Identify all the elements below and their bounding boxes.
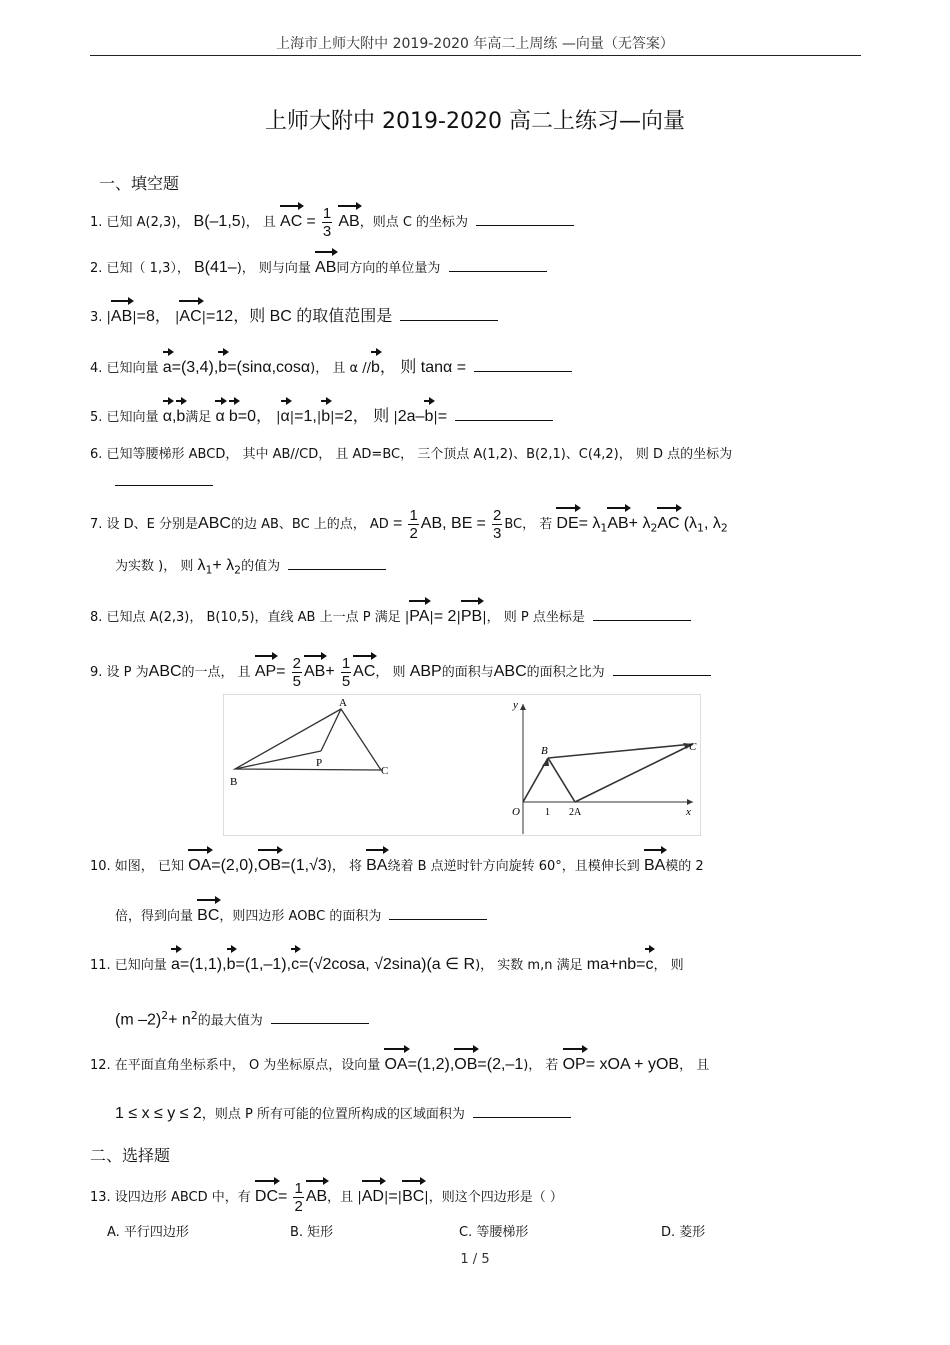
question-4: 4. 已知向量 a=(3,4),b=(sinα,cosα)， 且 α //b， 则 tanα =: [90, 358, 572, 379]
label-p: P: [316, 757, 323, 769]
answer-blank[interactable]: [271, 1011, 369, 1024]
header-divider: [90, 55, 861, 56]
option-a[interactable]: A. 平行四边形: [107, 1225, 189, 1240]
question-6-blank: [115, 473, 213, 493]
question-12-cont: 1 ≤ x ≤ y ≤ 2，则点 P 所有可能的位置所构成的区域面积为: [115, 1104, 571, 1125]
answer-blank[interactable]: [455, 408, 553, 421]
page-number: 1 / 5: [460, 1252, 490, 1267]
document-title: 上师大附中 2019-2020 高二上练习—向量: [265, 109, 685, 134]
answer-blank[interactable]: [474, 359, 572, 372]
question-figures: [223, 694, 701, 836]
answer-blank[interactable]: [476, 213, 574, 226]
option-d[interactable]: D. 菱形: [661, 1225, 706, 1240]
option-c[interactable]: C. 等腰梯形: [459, 1225, 529, 1240]
label-b: B: [230, 776, 238, 788]
label-y: y: [513, 699, 518, 711]
question-2: 2. 已知（ 1,3）， B(41–)， 则与向量 AB同方向的单位量为: [90, 258, 547, 279]
answer-blank[interactable]: [400, 308, 498, 321]
question-7-cont: 为实数 )， 则 $\lambda_1+ \lambda_2$的值为: [115, 556, 386, 581]
label-o: O: [512, 806, 520, 818]
answer-blank[interactable]: [449, 259, 547, 272]
option-b[interactable]: B. 矩形: [290, 1225, 334, 1240]
answer-blank[interactable]: [389, 907, 487, 920]
figure-triangle: [230, 697, 388, 788]
label-b2: B: [541, 745, 548, 757]
section-fill-in: 一、填空题: [99, 174, 180, 193]
question-9: 9. 设 P 为ABC的一点， 且 AP= $\frac{2}{5}$ AB+ $\frac{1}{5}$ AC， 则 ABP的面积与ABC的面积之比为: [90, 655, 711, 690]
question-13: 13. 设四边形 ABCD 中，有 DC= $\frac{1}{2}$ AB，且 |AD|=|BC|，则这个四边形是（ ）: [90, 1180, 563, 1215]
question-7: 7. 设 D、E 分别是ABC的边 AB、BC 上的点， AD = $\frac{1}{2}$ AB, BE = $\frac{2}{3}$ BC， 若 $DE= \lambda_1AB+ \lambda_2AC$ ($\lambda_1$, $\lambda_2$: [90, 507, 728, 542]
segment-bc: [548, 744, 693, 758]
question-11-cont: (m $-2)^2+ n^2$的最大值为: [115, 1006, 369, 1031]
figure-coordinate: [512, 699, 697, 834]
tick-2a: 2A: [569, 807, 582, 818]
question-10: 10. 如图， 已知 OA=(2,0),OB=(1,√3)， 将 BA绕着 B 点逆时针方向旋转 60°，且模伸长到 BA模的 2: [90, 857, 704, 874]
question-1: 1. 已知 A(2,3)， B(–1,5)， 且 AC = $\frac{1}{3}$ AB，则点 C 的坐标为: [90, 205, 574, 240]
question-3: 3. |AB|=8， |AC|=12，则 BC 的取值范围是: [90, 307, 498, 328]
question-12: 12. 在平面直角坐标系中， O 为坐标原点，设向量 OA=(1,2),OB=(2,–1)， 若 OP= xOA + yOB， 且: [90, 1056, 710, 1073]
figure-frame: [223, 694, 701, 836]
segment-bp: [235, 751, 321, 769]
question-10-cont: 倍，得到向量 BC，则四边形 AOBC 的面积为: [115, 906, 487, 927]
answer-blank[interactable]: [613, 663, 711, 676]
question-5: 5. 已知向量 α,b满足 α b=0， |α|=1,|b|=2， 则 |2a–b|=: [90, 407, 553, 428]
x-axis-arrow: [687, 799, 693, 805]
answer-blank[interactable]: [593, 608, 691, 621]
triangle-abc: [235, 709, 381, 770]
tick-1: 1: [545, 807, 550, 818]
segment-ba: [548, 758, 575, 802]
page-header: 上海市上师大附中 2019-2020 年高二上周练 —向量（无答案）: [276, 36, 674, 52]
answer-blank[interactable]: [473, 1105, 571, 1118]
question-8: 8. 已知点 A(2,3)， B(10,5)，直线 AB 上一点 P 满足 |PA|= 2|PB|， 则 P 点坐标是: [90, 607, 691, 628]
arrow-b: [542, 758, 549, 766]
label-c: C: [381, 765, 389, 777]
label-a: A: [339, 697, 347, 709]
section-choice: 二、选择题: [90, 1146, 171, 1165]
segment-ac: [575, 744, 693, 802]
answer-blank[interactable]: [288, 557, 386, 570]
label-x: x: [686, 806, 691, 818]
question-11: 11. 已知向量 a=(1,1),b=(1,–1),c=(√2cosa, √2sina)(a ∈ R)， 实数 m,n 满足 ma+nb=c， 则: [90, 956, 684, 973]
question-6: 6. 已知等腰梯形 ABCD， 其中 AB//CD， 且 AD=BC， 三个顶点 A(1,2)、B(2,1)、C(4,2)， 则 D 点的坐标为: [90, 447, 733, 462]
answer-blank[interactable]: [115, 473, 213, 486]
y-axis-arrow: [520, 704, 526, 710]
label-c2: C: [689, 741, 697, 753]
